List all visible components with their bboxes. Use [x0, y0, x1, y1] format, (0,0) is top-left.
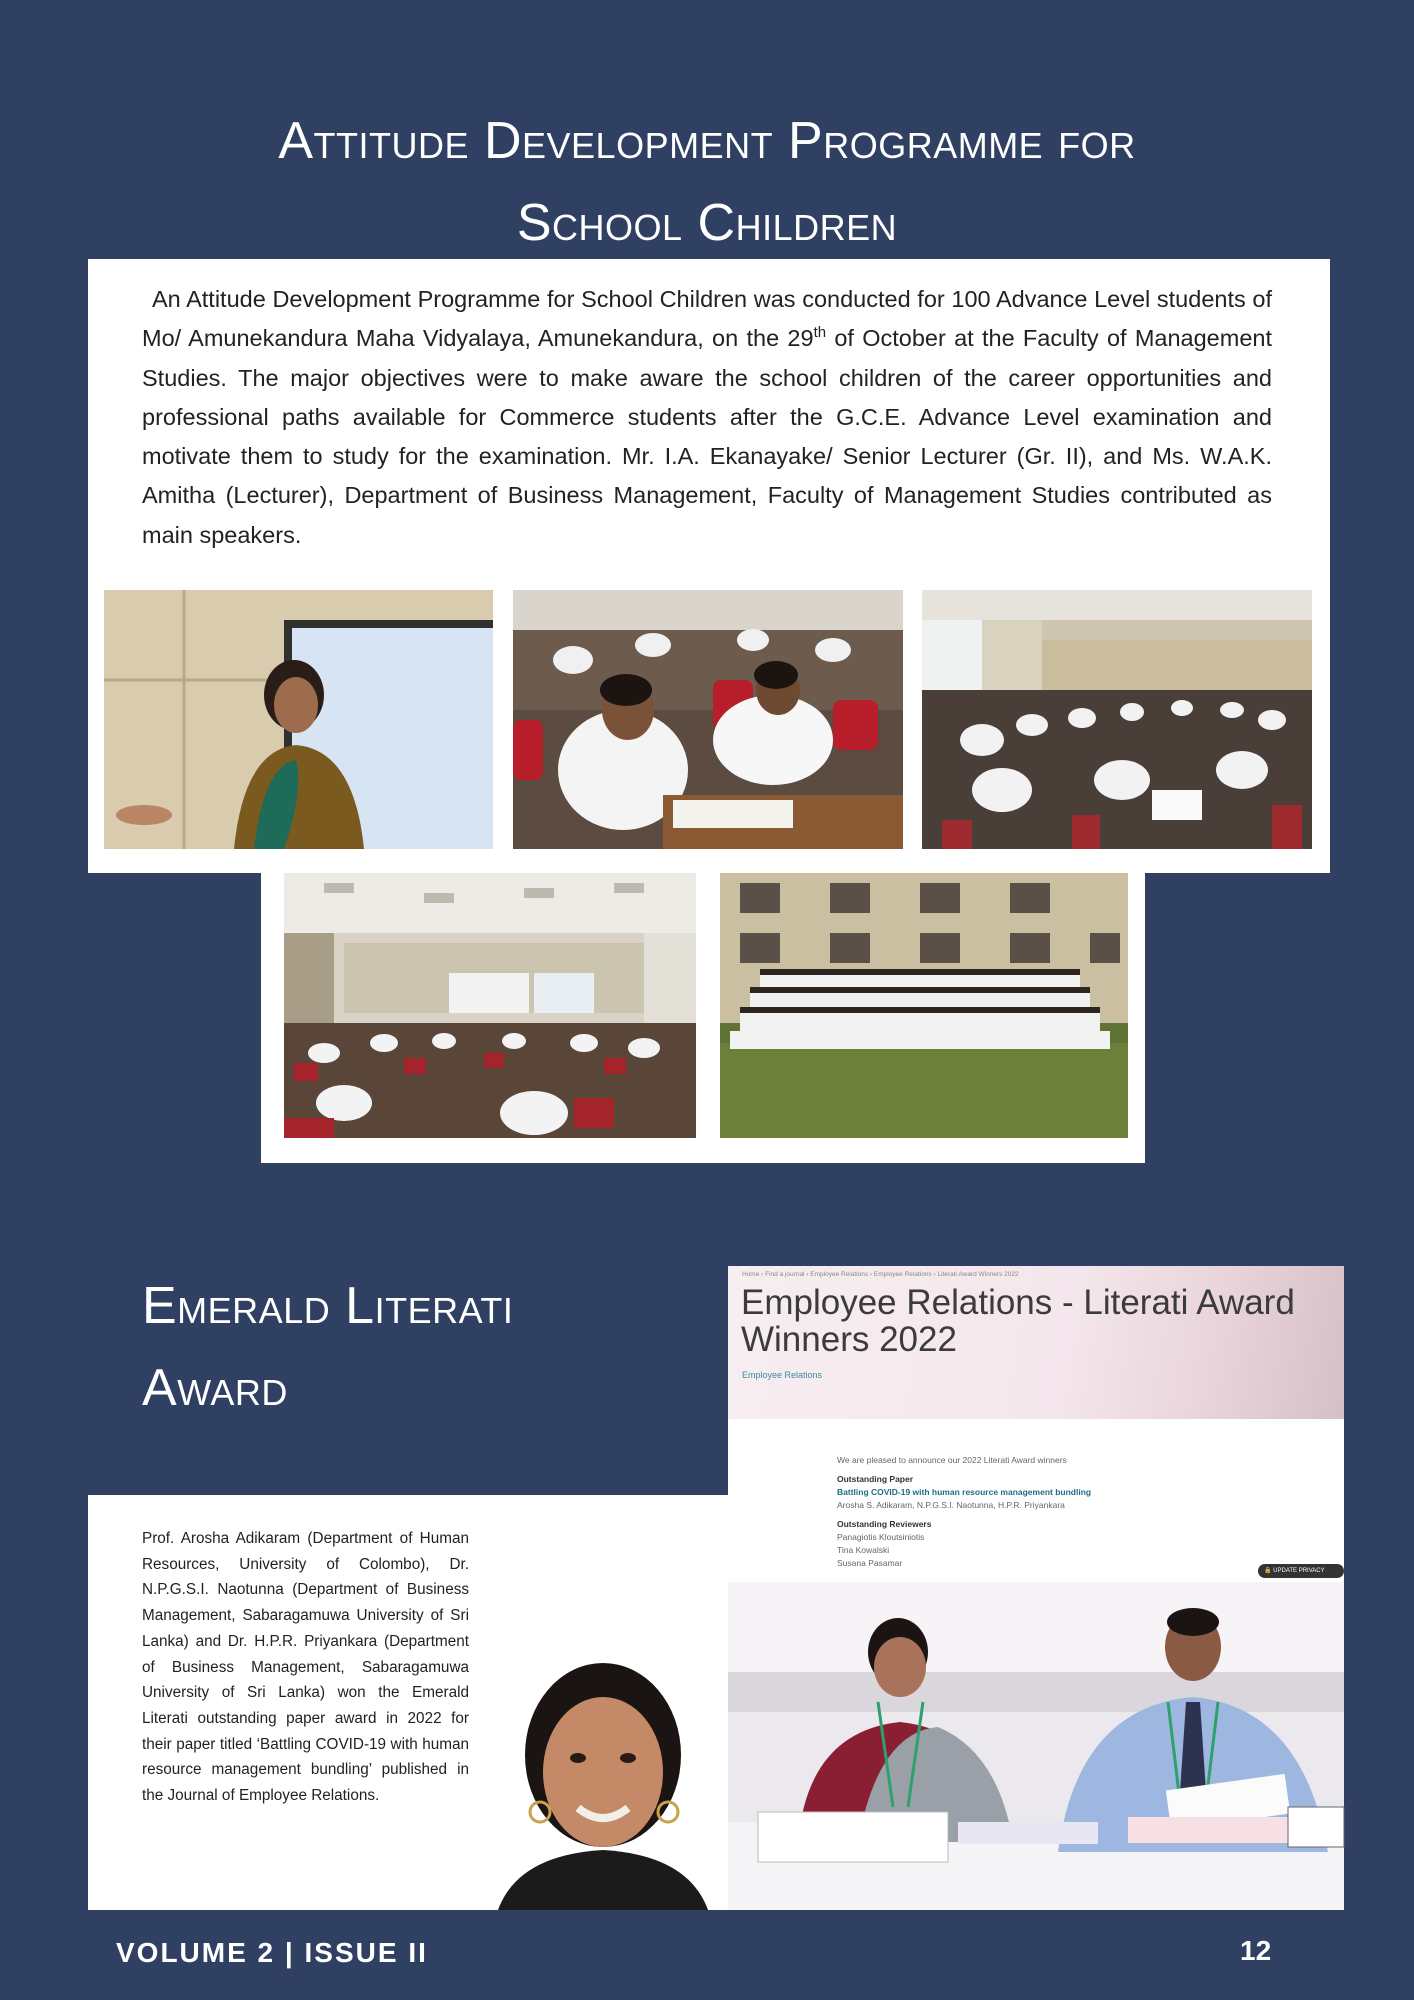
photo-speaker [104, 590, 493, 849]
photo-classroom [284, 873, 696, 1138]
web-paper-authors: Arosha S. Adikaram, N.P.G.S.I. Naotunna, H.P.R. Priyankara [837, 1500, 1065, 1510]
web-announcement: We are pleased to announce our 2022 Literati Award winners [837, 1455, 1067, 1465]
paragraph-text-part-1: An Attitude Development Programme for School Children was conducted for 100 Advance Level students of Mo/ Amunekandura Maha Vidyalaya, Amunekandura, on the 29 [142, 286, 1272, 352]
web-reviewer-3: Susana Pasamar [837, 1558, 903, 1568]
photo-students-hall [922, 590, 1312, 849]
web-paper-title-link[interactable]: Battling COVID-19 with human resource management bundling [837, 1487, 1092, 1497]
section-1-title-line-2: School Children [516, 194, 898, 252]
web-page-title: Employee Relations - Literati Award Winners 2022 [741, 1283, 1295, 1359]
section-2-title-line-1: Emerald Literati [142, 1277, 514, 1335]
photo-award-signing [728, 1582, 1344, 1910]
section-1-title-line-1: Attitude Development Programme for [278, 112, 1136, 170]
section-2-paragraph: Prof. Arosha Adikaram (Department of Human Resources, University of Colombo), Dr. N.P.G.S.I. Naotunna (Department of Business Management, Sabaragamuwa University of Sri Lanka) and Dr. H.P.R. Priyankara (Department of Business Management, Sabaragamuwa University of Sri Lanka) won the Emerald Literati outstanding paper award in 2022 for their paper titled ‘Battling COVID-19 with human resource management bundling’ published in the Journal of Employee Relations. [142, 1530, 469, 1805]
footer-volume: VOLUME 2 | ISSUE II [116, 1937, 428, 1968]
web-reviewer-1: Panagiotis Kloutsiniotis [837, 1532, 925, 1542]
superscript-th: th [813, 324, 827, 342]
section-1-title [0, 100, 1414, 264]
lock-icon: 🔒 [1264, 1568, 1272, 1574]
section-2-title [142, 1265, 702, 1429]
footer-page-number: 12 [1240, 1935, 1272, 1966]
paragraph-text-part-2: of October at the Faculty of Management Studies. The major objectives were to make aware the school children of the career opportunities and professional paths available for Commerce students after the G.C.E. Advance Level examination and motivate them to study for the examination. Mr. I.A. Ekanayake/ Senior Lecturer (Gr. II), and Ms. W.A.K. Amitha (Lecturer), Department of Business Management, Faculty of Management Studies contributed as main speakers. [142, 325, 1272, 548]
web-screenshot [728, 1266, 1344, 1582]
web-reviewer-2: Tina Kowalski [837, 1545, 890, 1555]
photo-group [720, 873, 1128, 1138]
section-1-paragraph [142, 280, 1272, 555]
web-breadcrumb[interactable]: Home › Find a journal › Employee Relations › Employee Relations › Literati Award Winners 2022 [742, 1271, 1019, 1278]
web-outstanding-paper-heading: Outstanding Paper [837, 1474, 914, 1484]
section-2-title-line-2: Award [142, 1359, 288, 1417]
photo-portrait [478, 1640, 728, 1910]
web-subtitle-link[interactable]: Employee Relations [742, 1370, 823, 1380]
web-outstanding-reviewers-heading: Outstanding Reviewers [837, 1519, 932, 1529]
photo-students-writing [513, 590, 903, 849]
web-privacy-button-label: UPDATE PRIVACY [1273, 1568, 1325, 1574]
web-privacy-button[interactable] [1258, 1564, 1344, 1578]
